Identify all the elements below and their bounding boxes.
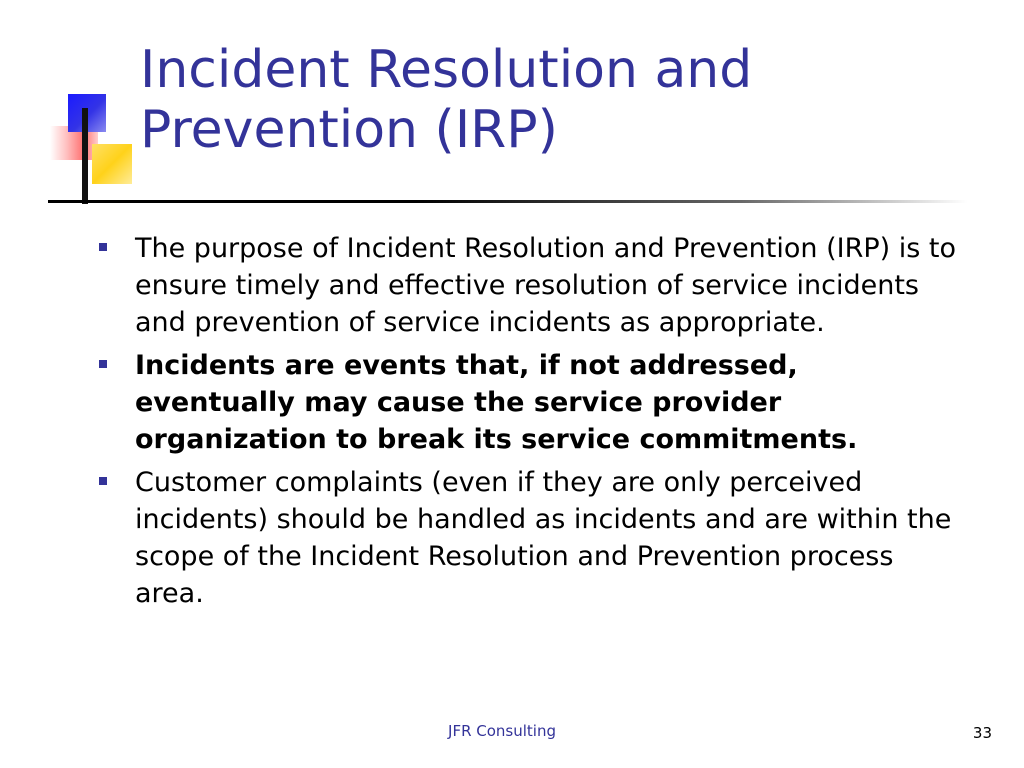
bullet-square-icon [99, 477, 107, 485]
bullet-list [96, 230, 966, 618]
logo-vertical-bar [82, 108, 88, 204]
slide-title-line-2: Prevention (IRP) [140, 100, 558, 160]
slide-title-line-1: Incident Resolution and [140, 40, 753, 100]
title-divider [48, 200, 968, 203]
bullet-square-icon [99, 360, 107, 368]
bullet-text: The purpose of Incident Resolution and Prevention (IRP) is to ensure timely and effective resolution of service incidents and prevention of service incidents as appropriate. [135, 233, 957, 338]
bullet-item-purpose [96, 230, 966, 341]
bullet-square-icon [99, 243, 107, 251]
slide-title [140, 40, 980, 160]
bullet-item-incidents-definition [96, 347, 966, 458]
footer-company: JFR Consulting [448, 722, 556, 740]
logo-yellow-square [92, 144, 132, 184]
page-number: 33 [972, 724, 992, 742]
bullet-text: Customer complaints (even if they are only perceived incidents) should be handled as incidents and are within the scope of the Incident Resolution and Prevention process area. [135, 467, 952, 609]
bullet-item-customer-complaints [96, 464, 966, 612]
bullet-text: Incidents are events that, if not addressed, eventually may cause the service provider organization to break its service commitments. [135, 350, 858, 455]
